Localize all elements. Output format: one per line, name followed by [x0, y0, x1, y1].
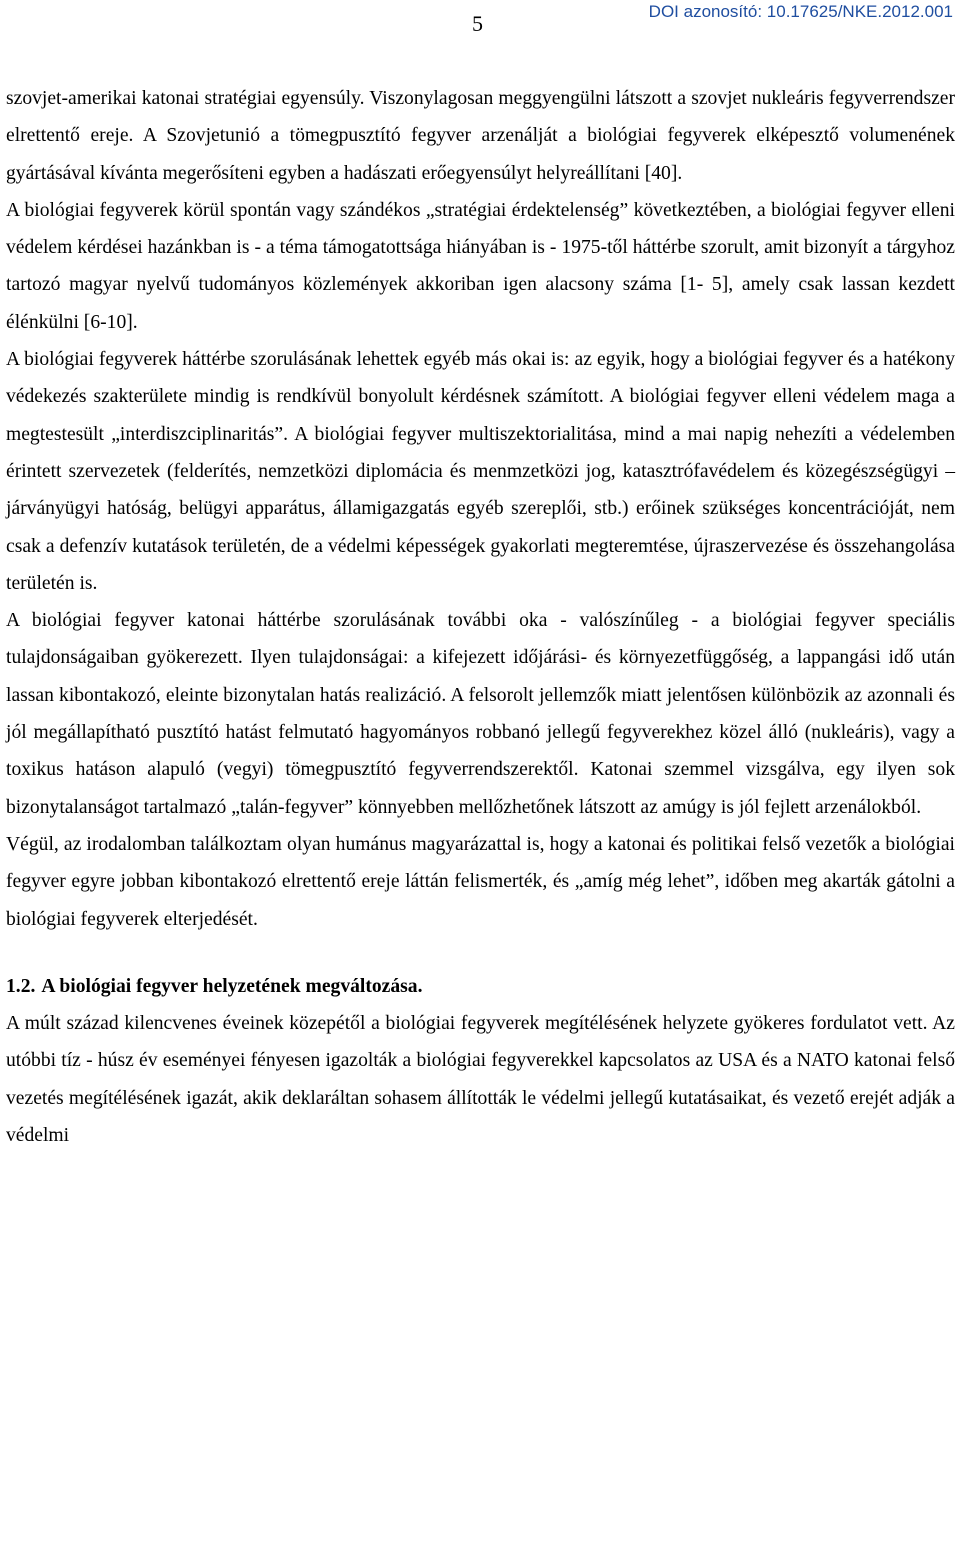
paragraph: szovjet-amerikai katonai stratégiai egyensúly. Viszonylagosan meggyengülni látszott a szovjet nukleáris fegyverrendszer elrettentő ereje. A Szovjetunió a tömegpusztító fegyver arzenálját a biológiai fegyverek elképesztő volumenének gyártásával kívánta megerősíteni egyben a hadászati erőegyensúlyt helyreállítani [40].	[6, 88, 955, 184]
doi-identifier: DOI azonosító: 10.17625/NKE.2012.001	[648, 2, 953, 21]
paragraph: Végül, az irodalomban találkoztam olyan humánus magyarázattal is, hogy a katonai és politikai felső vezetők a biológiai fegyver egyre jobban kibontakozó elrettentő ereje láttán felismerték, és „amíg még lehet”, időben meg akarták gátolni a biológiai fegyverek elterjedését.	[6, 833, 955, 930]
paragraph: A biológiai fegyverek háttérbe szorulásának lehettek egyéb más okai is: az egyik, hogy a biológiai fegyver és a hatékony védekezés szakterülete mindig is rendkívül bonyolult kérdésnek számított. A biológiai fegyver elleni védelem maga a megtestesült „interdiszciplinaritás”. A biológiai fegyver multiszektorialitása, mind a mai napig nehezíti a védelemben érintett szervezetek (felderítés, nemzetközi diplomácia és menmzetközi jog, katasztrófavédelem és közegészségügyi – járványügyi hatóság, belügyi apparátus, államigazgatás egyéb szereplői, stb.) erőinek szükséges koncentrációját, nem csak a defenzív kutatások területén, de a védelmi képességek gyakorlati megteremtése, újraszervezése és összehangolása területén is.	[6, 349, 955, 594]
page-number: 5	[472, 11, 483, 36]
paragraph: A biológiai fegyver katonai háttérbe szorulásának további oka - valószínűleg - a biológiai fegyver speciális tulajdonságaiban gyökerezett. Ilyen tulajdonságai: a kifejezett időjárási- és környezetfüggőség, a lappangási idő után lassan kibontakozó, eleinte bizonytalan hatás realizáció. A felsorolt jellemzők miatt jelentősen különbözik az azonnali és jól megállapítható pusztító hatást felmutató hagyományos robbanó jellegű fegyverekhez közel álló (nukleáris), vagy a toxikus hatáson alapuló (vegyi) tömegpusztító fegyverrendszerektől. Katonai szemmel vizsgálva, egy ilyen sok bizonytalanságot tartalmazó „talán-fegyver” könnyebben mellőzhetőnek látszott az amúgy is jól fejlett arzenálokból.	[6, 610, 955, 818]
section-number: 1.2.	[6, 975, 36, 997]
section-heading	[6, 968, 955, 1005]
paragraph: A biológiai fegyverek körül spontán vagy szándékos „stratégiai érdektelenség” következtében, a biológiai fegyver elleni védelem kérdései hazánkban is - a téma támogatottsága hiányában is - 1975-től háttérbe szorult, amit bizonyít a tárgyhoz tartozó magyar nyelvű tudományos közlemények akkoriban igen alacsony száma [1- 5], amely csak lassan kezdett élénkülni [6-10].	[6, 199, 955, 333]
paragraph: A múlt század kilencvenes éveinek közepétől a biológiai fegyverek megítélésének helyzete gyökeres fordulatot vett. Az utóbbi tíz - húsz év eseményei fényesen igazolták a biológiai fegyverekkel kapcsolatos az USA és a NATO katonai felső vezetés megítélésének igazát, akik deklaráltan sohasem állították le védelmi jellegű kutatásaikat, és vezető erejét adják a védelmi	[6, 1013, 955, 1147]
document-body	[6, 80, 955, 1154]
section-title: A biológiai fegyver helyzetének megváltozása.	[41, 975, 423, 997]
page-header	[0, 0, 960, 50]
